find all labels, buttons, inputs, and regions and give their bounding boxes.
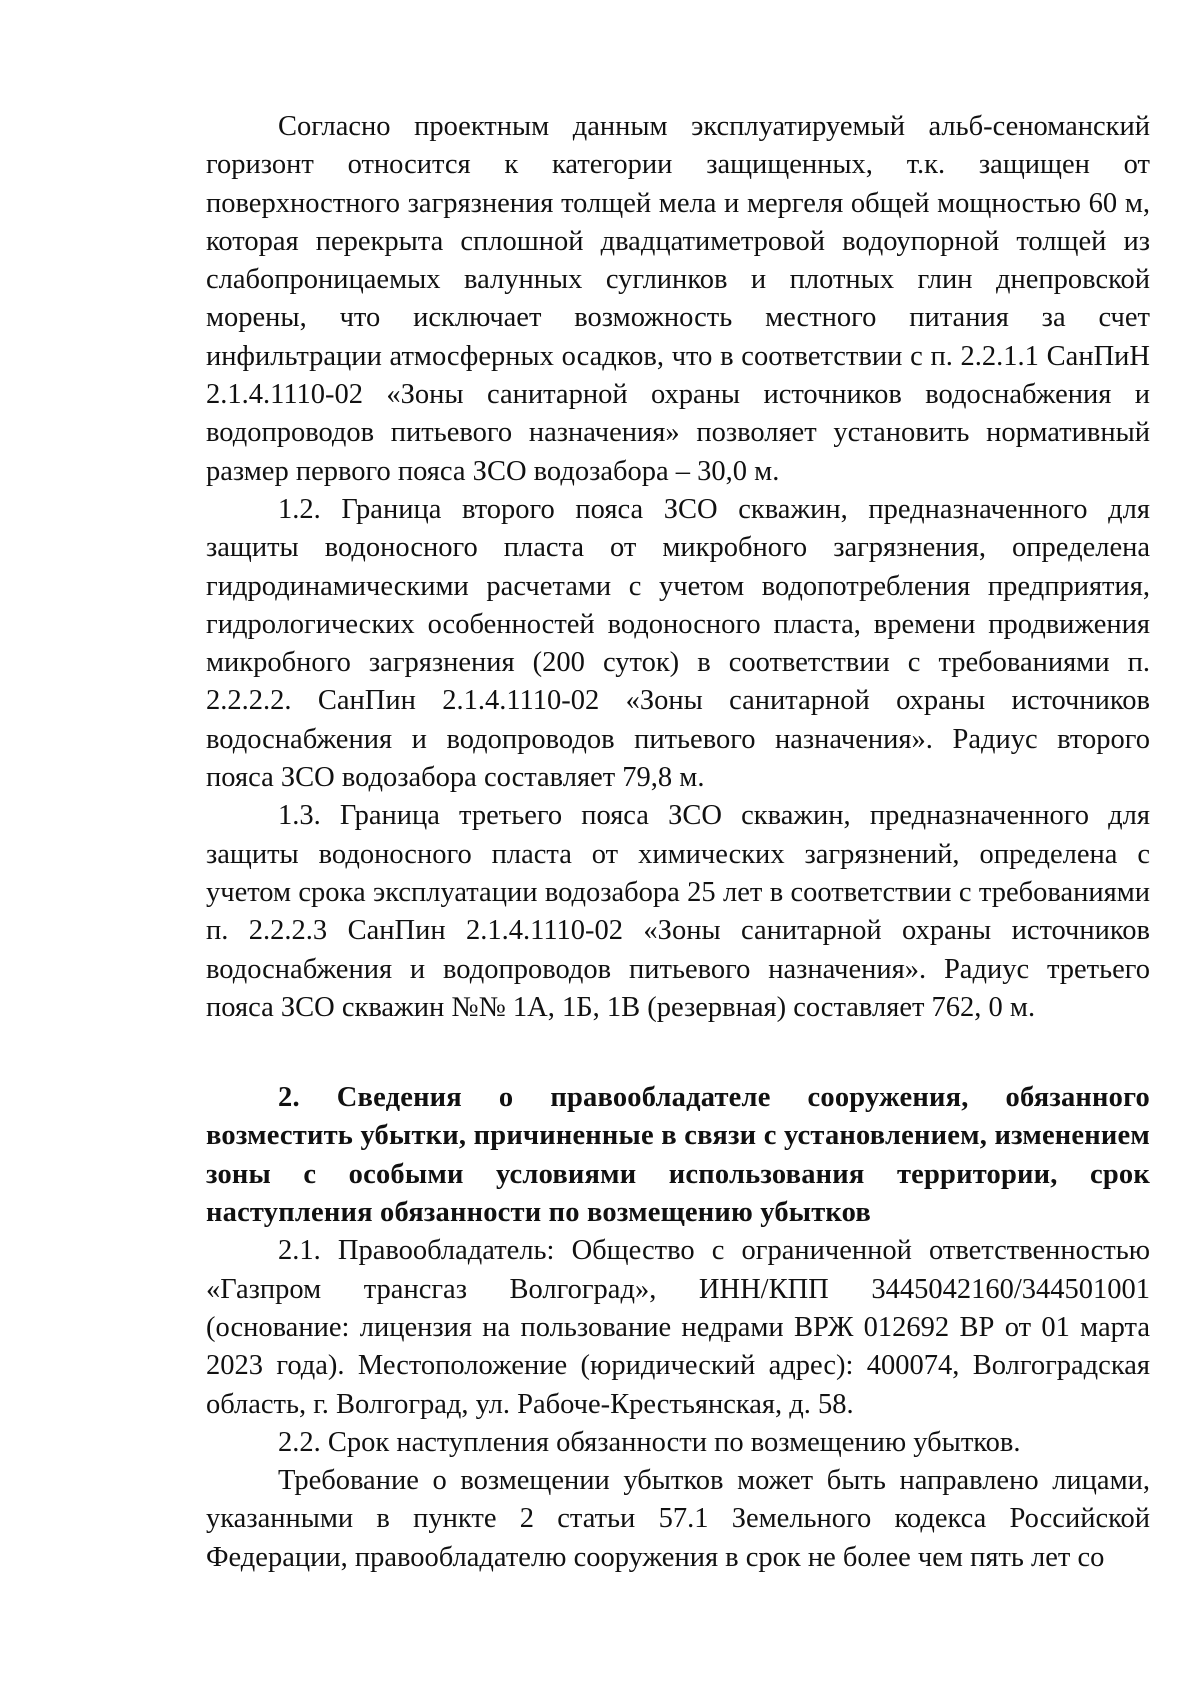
section-2-heading: 2. Сведения о правообладателе сооружения, обязанного возместить убытки, причиненные в связи с установлением, изменением зоны с особыми условиями использования территории, срок наступления обязанности по возмещению убытков: [206, 1082, 1150, 1229]
paragraph-compensation-claim: Требование о возмещении убытков может быть направлено лицами, указанными в пункте 2 статьи 57.1 Земельного кодекса Российской Федерации, правообладателю сооружения в срок не более чем пять лет со: [206, 1465, 1150, 1573]
paragraph-2-1-rightholder: 2.1. Правообладатель: Общество с ограниченной ответственностью «Газпром трансгаз Волгоград», ИНН/КПП 3445042160/344501001 (основание: лицензия на пользование недрами ВРЖ 012692 ВР от 01 марта 2023 года). Местоположение (юридический адрес): 400074, Волгоградская область, г. Волгоград, ул. Рабоче-Крестьянская, д. 58.: [206, 1235, 1150, 1420]
paragraph-1-3-third-belt: 1.3. Граница третьего пояса ЗСО скважин, предназначенного для защиты водоносного пласта от химических загрязнений, определена с учетом срока эксплуатации водозабора 25 лет в соответствии с требованиями п. 2.2.2.3 СанПин 2.1.4.1110-02 «Зоны санитарной охраны источников водоснабжения и водопроводов питьевого назначения». Радиус третьего пояса ЗСО скважин №№ 1А, 1Б, 1В (резервная) составляет 762, 0 м.: [206, 800, 1150, 1023]
section-spacer: [206, 1027, 1150, 1079]
paragraph-1-2-second-belt: 1.2. Граница второго пояса ЗСО скважин, предназначенного для защиты водоносного пласта от микробного загрязнения, определена гидродинамическими расчетами с учетом водопотребления предприятия, гидрологических особенностей водоносного пласта, времени продвижения микробного загрязнения (200 суток) в соответствии с требованиями п. 2.2.2.2. СанПин 2.1.4.1110-02 «Зоны санитарной охраны источников водоснабжения и водопроводов питьевого назначения». Радиус второго пояса ЗСО водозабора составляет 79,8 м.: [206, 493, 1150, 794]
paragraph-protected-horizon: Согласно проектным данным эксплуатируемый альб-сеноманский горизонт относится к категории защищенных, т.к. защищен от поверхностного загрязнения толщей мела и мергеля общей мощностью 60 м, которая перекрыта сплошной двадцатиметровой водоупорной толщей из слабопроницаемых валунных суглинков и плотных глин днепровской морены, что исключает возможность местного питания за счет инфильтрации атмосферных осадков, что в соответствии с п. 2.2.1.1 СанПиН 2.1.4.1110-02 «Зоны санитарной охраны источников водоснабжения и водопроводов питьевого назначения» позволяет установить нормативный размер первого пояса ЗСО водозабора – 30,0 м.: [206, 111, 1150, 487]
document-page: [206, 108, 1150, 1577]
paragraph-2-2-deadline: 2.2. Срок наступления обязанности по возмещению убытков.: [278, 1426, 1021, 1458]
